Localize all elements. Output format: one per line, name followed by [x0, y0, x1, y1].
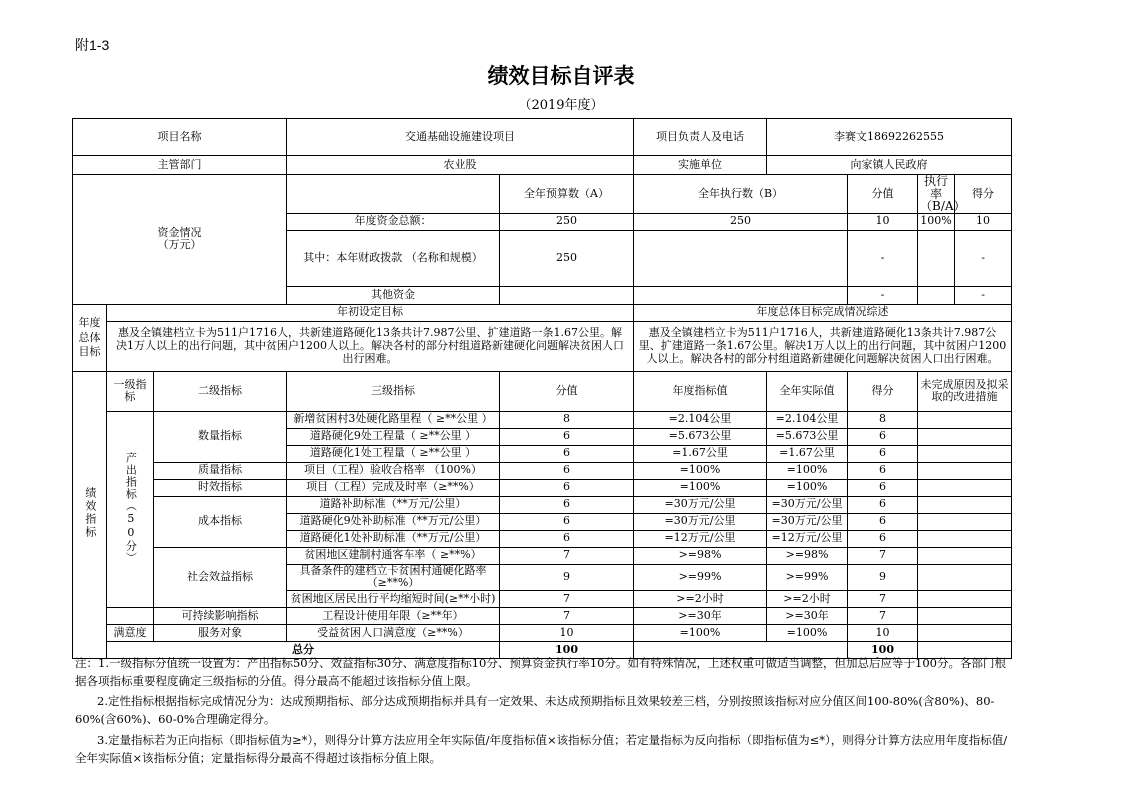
- indicator-got: 6: [848, 445, 918, 462]
- indicator-score: 8: [500, 411, 634, 428]
- indicator-actual: >=99%: [767, 564, 848, 590]
- indicator-name: 工程设计使用年限（≥**年）: [287, 608, 500, 625]
- funds-row-label: 年度资金总额：: [287, 213, 500, 230]
- total-got: 100: [848, 642, 918, 659]
- indicator-got: 6: [848, 428, 918, 445]
- category-quantity: 数量指标: [154, 411, 287, 462]
- indicator-reason: [918, 445, 1012, 462]
- indicator-reason: [918, 625, 1012, 642]
- indicator-reason: [918, 479, 1012, 496]
- category-cost: 成本指标: [154, 496, 287, 547]
- dept-value: 农业股: [287, 156, 634, 175]
- indicator-target: =100%: [634, 479, 767, 496]
- indicator-target: >=2小时: [634, 591, 767, 608]
- unit-value: 向家镇人民政府: [767, 156, 1012, 175]
- indicator-got: 10: [848, 625, 918, 642]
- indicator-actual: =30万元/公里: [767, 513, 848, 530]
- indicator-name: 道路硬化1处补助标准（**万元/公里）: [287, 530, 500, 547]
- indicator-reason: [918, 411, 1012, 428]
- hdr-reason: 未完成原因及拟采取的改进措施: [918, 371, 1012, 411]
- indicator-name: 道路硬化1处工程量（ ≥**公里 ）: [287, 445, 500, 462]
- indicator-score: 6: [500, 428, 634, 445]
- initial-goal-text: 惠及全镇建档立卡为511户1716人，共新建道路硬化13条共计7.987公里、扩建道路一条1.67公里。解决1万人以上的出行问题，其中贫困户1200人以上。解决各村的部分村组道路新建硬化问题解决贫困人口出行困难。: [107, 321, 634, 371]
- dept-label: 主管部门: [73, 156, 287, 175]
- indicator-name: 新增贫困村3处硬化路里程（ ≥**公里 ）: [287, 411, 500, 428]
- page-title: 绩效目标自评表: [487, 64, 635, 88]
- funds-row-budget: [500, 286, 634, 304]
- output-indicator-label: [107, 411, 154, 607]
- funds-row-exec: [634, 286, 848, 304]
- indicator-reason: [918, 513, 1012, 530]
- indicator-actual: =5.673公里: [767, 428, 848, 445]
- funds-row-got: -: [955, 286, 1012, 304]
- hdr-target: 年度指标值: [634, 371, 767, 411]
- funds-row-got: -: [955, 230, 1012, 286]
- indicator-target: =100%: [634, 462, 767, 479]
- funds-row-rate: 100%: [918, 213, 955, 230]
- funds-label-line2: （万元）: [157, 238, 202, 252]
- indicator-score: 6: [500, 496, 634, 513]
- indicator-score: 6: [500, 462, 634, 479]
- indicator-actual: =100%: [767, 625, 848, 642]
- indicator-got: 6: [848, 479, 918, 496]
- funds-row-budget: 250: [500, 230, 634, 286]
- indicator-reason: [918, 530, 1012, 547]
- indicator-target: =12万元/公里: [634, 530, 767, 547]
- indicator-target: =30万元/公里: [634, 513, 767, 530]
- indicator-name: 具备条件的建档立卡贫困村通硬化路率（≥**%）: [287, 564, 500, 590]
- note-1: 注：1.一级指标分值统一设置为：产出指标50分、效益指标30分、满意度指标10分、预算资金执行率10分。如有特殊情况，上述权重可做适当调整，但加总后应等于100分。各部门根据各项指标重要程度确定三级指标的分值。得分最高不能超过该指标分值上限。: [75, 656, 1006, 688]
- indicator-target: =2.104公里: [634, 411, 767, 428]
- funds-row-got: 10: [955, 213, 1012, 230]
- indicator-reason: [918, 608, 1012, 625]
- hdr-level2: 二级指标: [154, 371, 287, 411]
- indicator-name: 受益贫困人口满意度（≥**%）: [287, 625, 500, 642]
- col-exec: 全年执行数（B）: [634, 175, 848, 214]
- indicator-got: 7: [848, 547, 918, 564]
- indicator-got: 7: [848, 591, 918, 608]
- project-owner-label: 项目负责人及电话: [634, 119, 767, 156]
- indicator-name: 项目（工程）验收合格率 （100%）: [287, 462, 500, 479]
- note-2: 2.定性指标根据指标完成情况分为：达成预期指标、部分达成预期指标并具有一定效果、未达成预期指标且效果较差三档，分别按照该指标对应分值区间100-80%(含80%)、80-60%(含60%)、60-0%合理确定得分。: [75, 694, 995, 726]
- project-name-value: 交通基础设施建设项目: [287, 119, 634, 156]
- complete-summary-text: 惠及全镇建档立卡为511户1716人，共新建道路硬化13条共计7.987公里、扩建道路一条1.67公里。解决1万人以上的出行问题，其中贫困户1200人以上。解决各村的部分村组道路新建硬化问题解决贫困人口出行困难。: [634, 321, 1012, 371]
- indicator-got: 6: [848, 513, 918, 530]
- indicator-actual: =30万元/公里: [767, 496, 848, 513]
- hdr-score: 分值: [500, 371, 634, 411]
- indicator-reason: [918, 547, 1012, 564]
- project-owner-value: 李赛文18692262555: [767, 119, 1012, 156]
- complete-summary-label: 年度总体目标完成情况综述: [634, 304, 1012, 321]
- indicator-got: 6: [848, 496, 918, 513]
- initial-goal-label: 年初设定目标: [107, 304, 634, 321]
- category-service: 服务对象: [154, 625, 287, 642]
- category-social: 社会效益指标: [154, 547, 287, 607]
- indicator-name: 贫困地区建制村通客车率（ ≥**%）: [287, 547, 500, 564]
- indicator-score: 6: [500, 513, 634, 530]
- project-name-label: 项目名称: [73, 119, 287, 156]
- indicator-score: 6: [500, 445, 634, 462]
- indicator-reason: [918, 564, 1012, 590]
- hdr-level3: 三级指标: [287, 371, 500, 411]
- indicator-target: =30万元/公里: [634, 496, 767, 513]
- indicator-got: 7: [848, 608, 918, 625]
- funds-row-score: -: [848, 286, 918, 304]
- funds-row-rate: [918, 230, 955, 286]
- indicator-score: 6: [500, 530, 634, 547]
- indicator-score: 7: [500, 547, 634, 564]
- col-rate: 执行率（B/A）: [918, 175, 955, 214]
- indicators-section-label: [73, 371, 107, 658]
- evaluation-table: [72, 118, 1012, 659]
- funds-row-label: 其他资金: [287, 286, 500, 304]
- indicator-score: 7: [500, 591, 634, 608]
- indicator-name: 道路补助标准（**万元/公里）: [287, 496, 500, 513]
- indicator-reason: [918, 462, 1012, 479]
- indicator-reason: [918, 428, 1012, 445]
- output-indicator-text: 产出指标（50分）: [124, 451, 138, 564]
- indicator-name: 项目（工程）完成及时率（≥**%）: [287, 479, 500, 496]
- level1-blank: [107, 608, 154, 625]
- funds-row-score: -: [848, 230, 918, 286]
- col-score: 分值: [848, 175, 918, 214]
- funds-row-label: 其中：本年财政拨款 （名称和规模）: [287, 230, 500, 286]
- indicator-score: 6: [500, 479, 634, 496]
- indicator-name: 道路硬化9处工程量（ ≥**公里 ）: [287, 428, 500, 445]
- indicator-target: =5.673公里: [634, 428, 767, 445]
- indicator-name: 贫困地区居民出行平均缩短时间(≥**小时): [287, 591, 500, 608]
- indicator-reason: [918, 591, 1012, 608]
- funds-label: [73, 175, 287, 305]
- col-got: 得分: [955, 175, 1012, 214]
- funds-header-blank: [287, 175, 500, 214]
- indicator-target: >=99%: [634, 564, 767, 590]
- indicator-score: 7: [500, 608, 634, 625]
- funds-row-budget: 250: [500, 213, 634, 230]
- satisfaction-label: 满意度: [107, 625, 154, 642]
- hdr-level1: 一级指标: [107, 371, 154, 411]
- indicator-target: >=98%: [634, 547, 767, 564]
- indicator-actual: >=2小时: [767, 591, 848, 608]
- indicator-target: =100%: [634, 625, 767, 642]
- category-quality: 质量指标: [154, 462, 287, 479]
- indicator-actual: =100%: [767, 462, 848, 479]
- indicator-got: 9: [848, 564, 918, 590]
- funds-row-exec: 250: [634, 213, 848, 230]
- total-label: 总分: [107, 642, 500, 659]
- indicator-score: 10: [500, 625, 634, 642]
- indicator-name: 道路硬化9处补助标准（**万元/公里）: [287, 513, 500, 530]
- indicator-actual: =100%: [767, 479, 848, 496]
- indicator-got: 6: [848, 530, 918, 547]
- indicator-target: >=30年: [634, 608, 767, 625]
- category-time: 时效指标: [154, 479, 287, 496]
- indicator-got: 8: [848, 411, 918, 428]
- attachment-number: 附1-3: [75, 37, 110, 53]
- indicator-actual: =12万元/公里: [767, 530, 848, 547]
- indicator-reason: [918, 496, 1012, 513]
- hdr-actual: 全年实际值: [767, 371, 848, 411]
- indicator-actual: =2.104公里: [767, 411, 848, 428]
- unit-label: 实施单位: [634, 156, 767, 175]
- funds-row-score: 10: [848, 213, 918, 230]
- funds-label-line1: 资金情况: [157, 225, 202, 239]
- indicator-actual: >=98%: [767, 547, 848, 564]
- overall-label: 年度总体目标: [73, 304, 107, 371]
- indicator-got: 6: [848, 462, 918, 479]
- indicator-actual: >=30年: [767, 608, 848, 625]
- col-budget: 全年预算数（A）: [500, 175, 634, 214]
- funds-row-rate: [918, 286, 955, 304]
- indicator-target: =1.67公里: [634, 445, 767, 462]
- hdr-got: 得分: [848, 371, 918, 411]
- category-sustain: 可持续影响指标: [154, 608, 287, 625]
- indicator-score: 9: [500, 564, 634, 590]
- indicator-actual: =1.67公里: [767, 445, 848, 462]
- indicators-section-text: 绩效指标: [83, 487, 97, 540]
- note-3: 3.定量指标若为正向指标（即指标值为≥*），则得分计算方法应用全年实际值/年度指标值×该指标分值；若定量指标为反向指标（即指标值为≤*），则得分计算方法应用年度指标值/全年实际值×该指标分值；定量指标得分最高不得超过该指标分值上限。: [75, 733, 1008, 765]
- funds-row-exec: [634, 230, 848, 286]
- total-score: 100: [500, 642, 634, 659]
- fiscal-year: （2019年度）: [518, 98, 604, 113]
